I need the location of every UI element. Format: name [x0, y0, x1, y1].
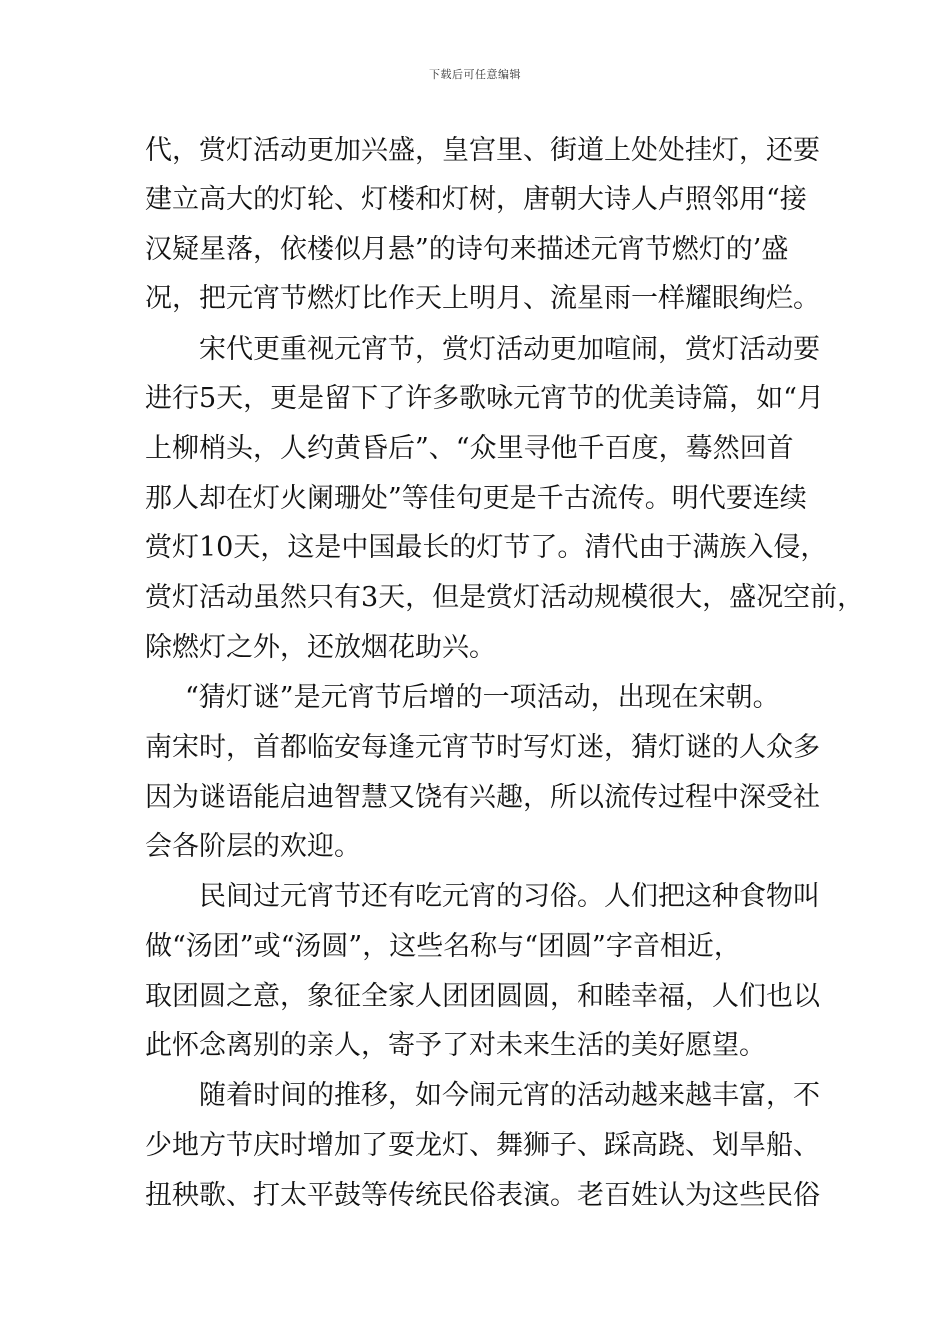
text-line: 那人却在灯火阑珊处”等佳句更是千古流传。明代要连续: [145, 483, 807, 514]
text-line: 况，把元宵节燃灯比作天上明月、流星雨一样耀眼绚烂。: [145, 283, 820, 314]
text-line: 除燃灯之外，还放烟花助兴。: [145, 632, 496, 663]
text-line: 赏灯10天，这是中国最长的灯节了。清代由于满族入侵，: [145, 532, 828, 563]
paragraph-first-line: 随着时间的推移，如今闹元宵的活动越来越丰富，不: [199, 1080, 820, 1111]
text-line: 取团圆之意，象征全家人团团圆圆，和睦幸福，人们也以: [145, 981, 820, 1012]
text-line: 汉疑星落，依楼似月悬”的诗句来描述元宵节燃灯的’盛: [145, 234, 789, 265]
text-line: 进行5天，更是留下了许多歌咏元宵节的优美诗篇，如“月: [145, 383, 824, 414]
paragraph-first-line: 民间过元宵节还有吃元宵的习俗。人们把这种食物叫: [199, 881, 820, 912]
text-line: 做“汤团”或“汤圆”，这些名称与“团圆”字音相近，: [145, 931, 741, 962]
paragraph-first-line: “猜灯谜”是元宵节后增的一项活动，出现在宋朝。: [185, 682, 780, 713]
text-line: 少地方节庆时增加了耍龙灯、舞狮子、踩高跷、划旱船、: [145, 1130, 820, 1161]
text-line: 因为谜语能启迪智慧又饶有兴趣，所以流传过程中深受社: [145, 782, 820, 813]
text-line: 此怀念离别的亲人，寄予了对未来生活的美好愿望。: [145, 1030, 766, 1061]
text-line: 上柳梢头，人约黄昏后”、“众里寻他千百度，蓦然回首: [145, 433, 794, 464]
text-line: 会各阶层的欢迎。: [145, 831, 361, 862]
text-line: 南宋时，首都临安每逢元宵节时写灯迷，猜灯谜的人众多: [145, 732, 820, 763]
text-line: 赏灯活动虽然只有3天，但是赏灯活动规模很大，盛况空前，: [145, 582, 865, 613]
text-line: 代，赏灯活动更加兴盛，皇宫里、街道上处处挂灯，还要: [145, 135, 820, 166]
page-header: 下载后可任意编辑: [429, 68, 521, 81]
paragraph-first-line: 宋代更重视元宵节，赏灯活动更加喧闹，赏灯活动要: [199, 334, 820, 365]
text-line: 建立高大的灯轮、灯楼和灯树，唐朝大诗人卢照邻用“接: [145, 184, 807, 215]
text-line: 扭秧歌、打太平鼓等传统民俗表演。老百姓认为这些民俗: [145, 1180, 820, 1211]
